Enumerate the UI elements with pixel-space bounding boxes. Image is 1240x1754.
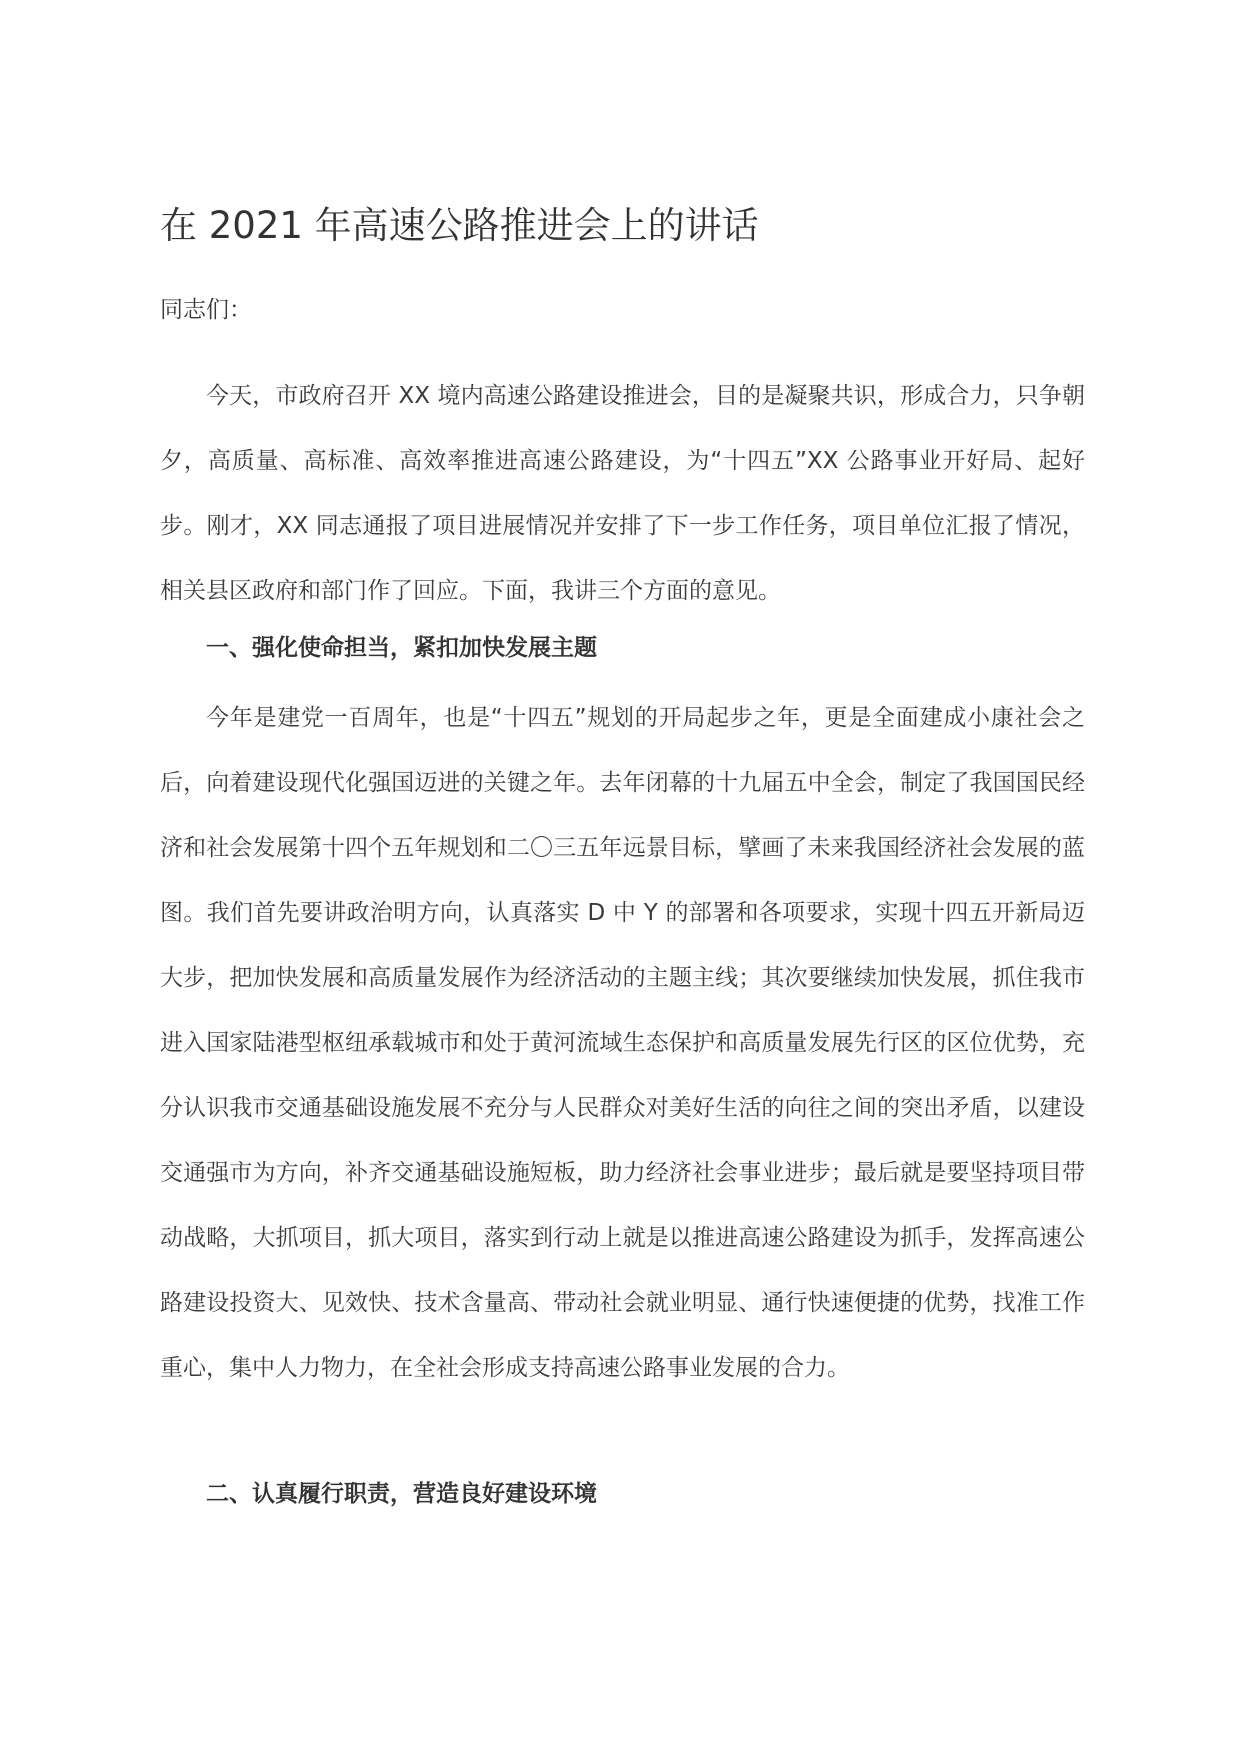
document-title: 在 2021 年高速公路推进会上的讲话 [160, 204, 759, 247]
body-paragraph-2: 今年是建党一百周年，也是“十四五”规划的开局起步之年，更是全面建成小康社会之后，向着建设现代化强国迈进的关键之年。去年闭幕的十九届五中全会，制定了我国国民经济和社会发展第十四个五年规划和二〇三五年远景目标，擘画了未来我国经济社会发展的蓝图。我们首先要讲政治明方向，认真落实 D 中 Y 的部署和各项要求，实现十四五开新局迈大步，把加快发展和高质量发展作为经济活动的主题主线；其次要继续加快发展，抓住我市进入国家陆港型枢纽承载城市和处于黄河流域生态保护和高质量发展先行区的区位优势，充分认识我市交通基础设施发展不充分与人民群众对美好生活的向往之间的突出矛盾，以建设交通强市为方向，补齐交通基础设施短板，助力经济社会事业进步；最后就是要坚持项目带动战略，大抓项目，抓大项目，落实到行动上就是以推进高速公路建设为抓手，发挥高速公路建设投资大、见效快、技术含量高、带动社会就业明显、通行快速便捷的优势，找准工作重心，集中人力物力，在全社会形成支持高速公路事业发展的合力。 [160, 705, 1085, 1381]
section-heading-1: 一、强化使命担当，紧扣加快发展主题 [206, 635, 597, 661]
section-heading-2: 二、认真履行职责，营造良好建设环境 [206, 1481, 597, 1507]
salutation: 同志们： [160, 297, 252, 323]
body-paragraph-1: 今天，市政府召开 XX 境内高速公路建设推进会，目的是凝聚共识，形成合力，只争朝夕，高质量、高标准、高效率推进高速公路建设，为“十四五”XX 公路事业开好局、起好步。刚才，XX 同志通报了项目进展情况并安排了下一步工作任务，项目单位汇报了情况，相关县区政府和部门作了回应。下面，我讲三个方面的意见。 [160, 383, 1085, 604]
